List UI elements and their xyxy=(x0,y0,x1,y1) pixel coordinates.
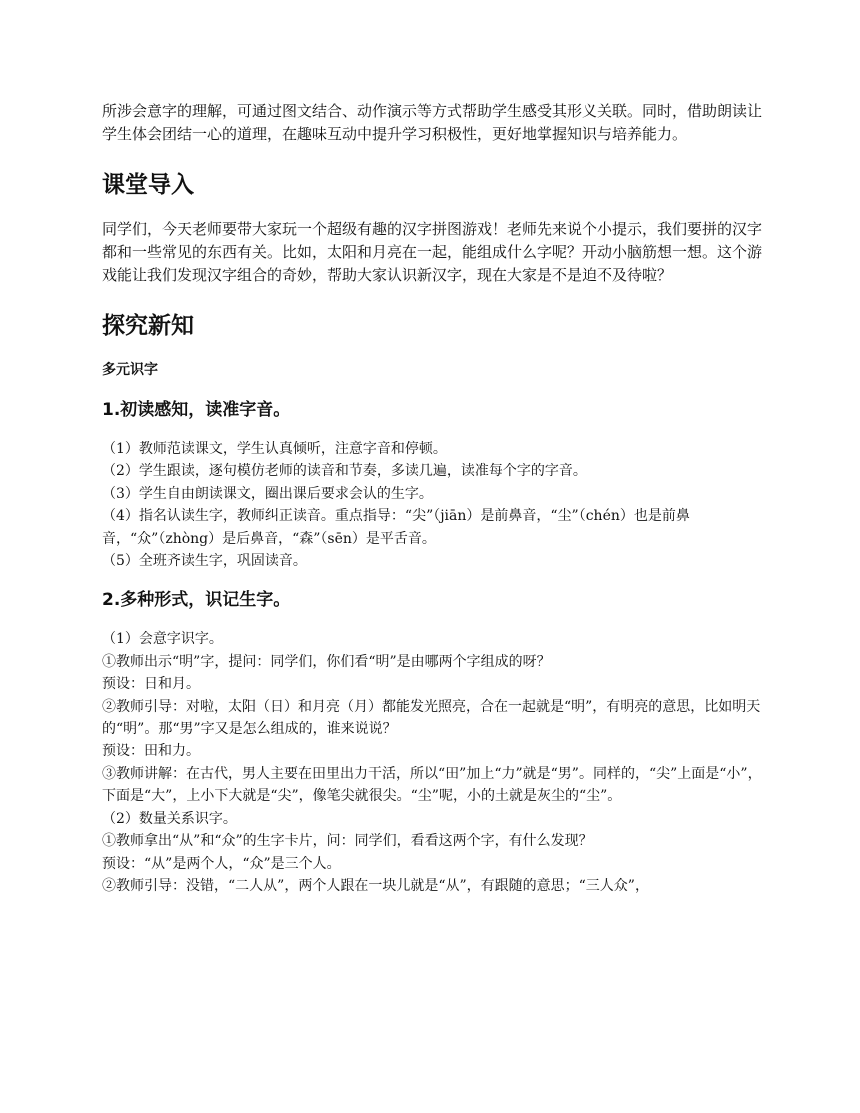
part2-line: ①教师出示“明”字，提问：同学们，你们看“明”是由哪两个字组成的呀？ xyxy=(102,653,551,670)
intro-paragraph: 所涉会意字的理解，可通过图文结合、动作演示等方式帮助学生感受其形义关联。同时，借助朗读让学生体会团结一心的道理，在趣味互动中提升学习积极性，更好地掌握知识与培养能力。 xyxy=(102,102,763,143)
part2-line: ②教师引导：对啦，太阳（日）和月亮（月）都能发光照亮，合在一起就是“明”，有明亮的意思，比如明天的“明”。那“男”字又是怎么组成的，谁来说说？ xyxy=(102,698,761,738)
part1-title: 1.初读感知，读准字音。 xyxy=(102,400,291,420)
part2-line: ①教师拿出“从”和“众”的生字卡片，问：同学们，看看这两个字，有什么发现？ xyxy=(102,833,593,850)
part2-line: ②教师引导：没错，“二人从”，两个人跟在一块儿就是“从”，有跟随的意思；“三人众”， xyxy=(102,877,649,894)
part1-line: （3）学生自由朗读课文，圈出课后要求会认的生字。 xyxy=(102,485,433,502)
part1-line: （4）指名认读生字，教师纠正读音。重点指导：“尖”（jiān）是前鼻音，“尘”（chén）也是前鼻音，“众”（zhòng）是后鼻音，“森”（sēn）是平舌音。 xyxy=(102,508,690,547)
lead-in-paragraph: 同学们，今天老师要带大家玩一个超级有趣的汉字拼图游戏！老师先来说个小提示，我们要拼的汉字都和一些常见的东西有关。比如，太阳和月亮在一起，能组成什么字呢？开动小脑筋想一想。这个游戏能让我们发现汉字组合的奇妙，帮助大家认识新汉字，现在大家是不是迫不及待啦？ xyxy=(102,220,763,284)
subheading-multi-literacy: 多元识字 xyxy=(102,362,158,378)
heading-explore: 探究新知 xyxy=(102,313,194,339)
part1-line: （2）学生跟读，逐句模仿老师的读音和节奏，多读几遍，读准每个字的字音。 xyxy=(102,463,587,480)
part1-lines xyxy=(102,438,762,572)
part2-line: （2）数量关系识字。 xyxy=(102,810,237,827)
part2-lines xyxy=(102,628,762,897)
heading-lead-in: 课堂导入 xyxy=(102,172,194,198)
part1-line: （1）教师范读课文，学生认真倾听，注意字音和停顿。 xyxy=(102,441,447,457)
part2-line: 预设：日和月。 xyxy=(102,676,200,693)
part2-line: ③教师讲解：在古代，男人主要在田里出力干活，所以“田”加上“力”就是“男”。同样的，“尖”上面是“小”，下面是“大”，上小下大就是“尖”，像笔尖就很尖。“尘”呢，小的土就是灰尘的“尘”。 xyxy=(102,765,762,805)
part1-line: （5）全班齐读生字，巩固读音。 xyxy=(102,553,307,570)
part2-line: （1）会意字识字。 xyxy=(102,631,223,648)
part2-line: 预设：田和力。 xyxy=(102,743,200,760)
part2-title: 2.多种形式，识记生字。 xyxy=(102,590,291,611)
part2-line: 预设：“从”是两个人，“众”是三个人。 xyxy=(102,855,341,872)
document-page xyxy=(102,100,762,897)
